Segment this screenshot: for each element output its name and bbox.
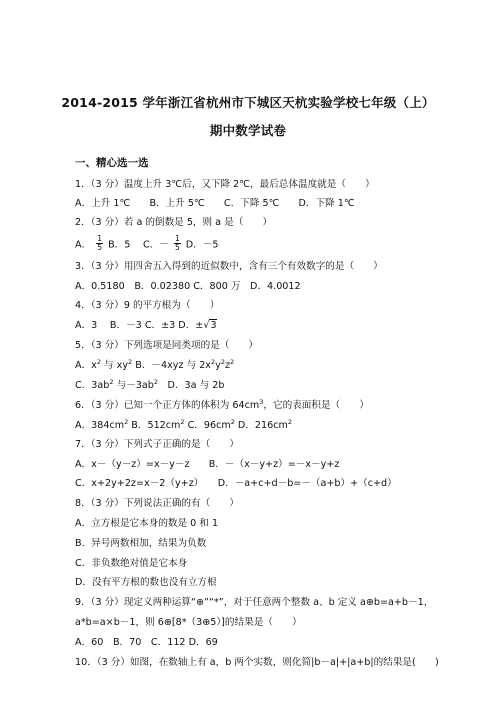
- q2-fraction-a: [96, 235, 103, 252]
- question-9-options: A．60 B．70 C．112 D．69: [75, 637, 218, 648]
- q5-c-part2: 与－3ab: [113, 380, 154, 391]
- q2-fraction-c-den: 5: [174, 243, 180, 252]
- q6-c: C．96cm: [184, 420, 231, 431]
- exponent: 2: [124, 418, 129, 426]
- question-6-options: [75, 419, 292, 432]
- question-7-stem: 7．（3 分）下列式子正确的是（ ）: [75, 439, 239, 450]
- q2-fraction-a-den: 5: [97, 243, 103, 252]
- question-10-stem: 10．（3 分）如图，在数轴上有 a，b 两个实数，则化简|b－a|+|a+b|的结果是( ): [75, 657, 439, 668]
- exponent: 2: [153, 378, 158, 386]
- exam-subtitle: 期中数学试卷: [209, 123, 287, 138]
- question-7-options-cd: C．x+2y+2z=x－2（y+z） D．－a+c+d－b=－（a+b）+（c+d）: [75, 478, 397, 489]
- q5-d: D．3a 与 2b: [157, 380, 225, 391]
- q2-option-d-label: D．－5: [185, 239, 219, 251]
- question-5-options-cd: [75, 379, 224, 392]
- exponent: 2: [230, 418, 235, 426]
- q4-sqrt: [203, 319, 216, 332]
- q2-fraction-c-num: 1: [174, 234, 180, 243]
- q6-d: D．216cm: [234, 420, 288, 431]
- question-3-options: A．0.5180 B．0.02380 C．800 万 D．4.0012: [75, 281, 301, 292]
- q2-option-a-label: A．: [75, 239, 92, 251]
- exponent: 2: [128, 358, 133, 366]
- q5-b-part1: B．－4xyz 与 2x: [132, 360, 211, 371]
- radical-sign-icon: √: [203, 320, 210, 331]
- q5-b-part2: y: [215, 360, 221, 371]
- exam-title: 2014-2015 学年浙江省杭州市下城区天杭实验学校七年级（上）: [61, 95, 435, 110]
- question-5-stem: 5．（3 分）下列选项是同类项的是（ ）: [75, 340, 259, 351]
- exponent: 2: [230, 358, 235, 366]
- section-heading: 一、精心选一选: [75, 157, 149, 169]
- q2-fraction-a-num: 1: [97, 234, 103, 243]
- exponent: 2: [109, 378, 114, 386]
- question-5-options-ab: [75, 359, 234, 372]
- question-4-stem: 4．（3 分）9 的平方根为（ ）: [75, 300, 220, 311]
- question-6-stem: [75, 399, 369, 412]
- question-8-option-b: B．异号两数相加，结果为负数: [75, 538, 207, 549]
- exponent: 2: [180, 418, 185, 426]
- question-8-option-a: A．立方根是它本身的数是 0 和 1: [75, 518, 219, 529]
- question-8-option-d: D．没有平方根的数也没有立方根: [75, 577, 217, 588]
- question-4-options: [75, 319, 217, 332]
- exponent: 2: [287, 418, 292, 426]
- question-8-stem: 8．（3 分）下列说法正确的有（ ）: [75, 498, 239, 509]
- q5-a-part2: 与 xy: [100, 360, 129, 371]
- exponent: 2: [210, 358, 216, 366]
- question-9-stem: 9．（3 分）现定义两种运算“⊕”“*”，对于任意两个整数 a、b 定义 a⊕b=a+b－1，: [75, 597, 434, 608]
- question-1-stem: 1．（3 分）温度上升 3℃后，又下降 2℃，最后总体温度就是（ ）: [75, 179, 375, 190]
- question-2-stem: 2．（3 分）若 a 的倒数是 5，则 a 是（ ）: [75, 217, 273, 228]
- q5-a-part1: A．x: [75, 360, 97, 371]
- q5-c-part1: C．3ab: [75, 380, 110, 391]
- q6-stem-part2: ，它的表面积是（ ）: [263, 400, 369, 411]
- q6-a: A．384cm: [75, 420, 125, 431]
- q4-sqrt-arg: 3: [210, 320, 217, 331]
- q4-options-text: A．3 B．－3 C．±3 D．±: [75, 320, 204, 331]
- q6-b: B．512cm: [128, 420, 181, 431]
- q6-stem-part1: 6．（3 分）已知一个正方体的体积为 64cm: [75, 400, 260, 411]
- question-8-option-c: C．非负数绝对值是它本身: [75, 558, 188, 569]
- exponent: 2: [96, 358, 101, 366]
- question-2-options: [75, 236, 218, 253]
- question-3-stem: 3．（3 分）用四舍五入得到的近似数中，含有三个有效数字的是（ ）: [75, 261, 383, 272]
- q2-fraction-c: [174, 235, 181, 252]
- exponent: 2: [220, 358, 225, 366]
- q5-b-part3: z: [224, 360, 230, 371]
- exponent: 3: [259, 398, 264, 406]
- question-1-options: A．上升 1℃ B．上升 5℃ C．下降 5℃ D．下降 1℃: [75, 198, 355, 209]
- question-7-options-ab: A．x－（y－z）=x－y－z B．－（x－y+z）=－x－y+z: [75, 459, 340, 470]
- question-9-stem-cont: a*b=a×b－1，则 6⊕[8*（3⊕5）]的结果是（ ）: [75, 617, 302, 628]
- q2-option-bc-label: B．5 C．－: [108, 239, 169, 251]
